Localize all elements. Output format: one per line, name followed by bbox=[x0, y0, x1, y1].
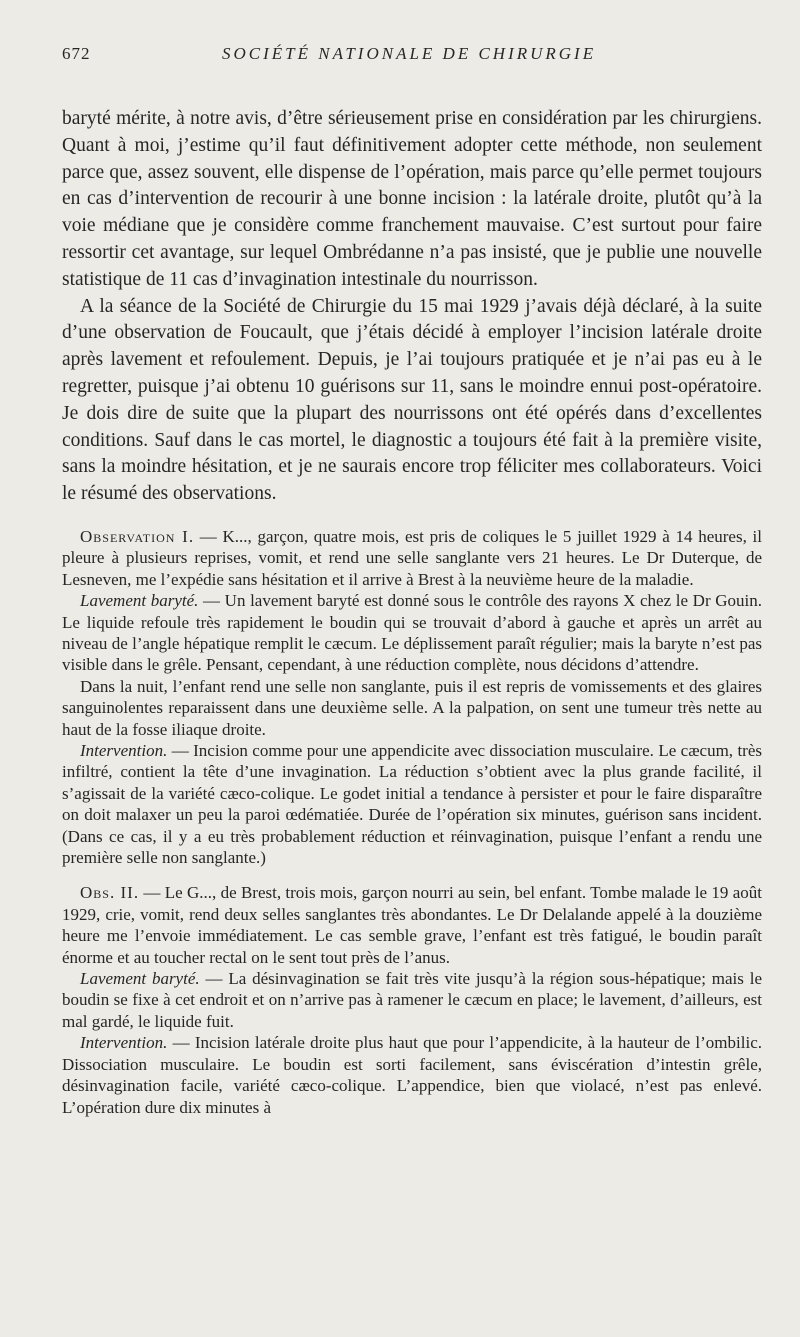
observation-1-lavement bbox=[62, 590, 762, 676]
observation-2-intervention bbox=[62, 1032, 762, 1118]
section-label: Lavement baryté. bbox=[80, 591, 199, 611]
running-title: SOCIÉTÉ NATIONALE DE CHIRURGIE bbox=[222, 44, 597, 63]
observation-1-night: Dans la nuit, l’enfant rend une selle non sanglante, puis il est repris de vomissements et des glaires sanguinolentes reparaissent dans une deuxième selle. A la palpation, on sent une tumeur très nette au haut de la fosse iliaque droite. bbox=[62, 676, 762, 739]
paragraph: baryté mérite, à notre avis, d’être sérieusement prise en considération par les chirurgiens. Quant à moi, j’estime qu’il faut définitivement adopter cette méthode, non seulement parce que, assez souvent, elle dispense de l’opération, mais parce qu’elle permet toujours en cas d’intervention de recourir à une bonne incision : la latérale droite, plutôt qu’à la voie médiane que je considère comme franchement mauvaise. C’est surtout pour faire ressortir cet avantage, sur lequel Ombrédanne n’a pas insisté, que je publie une nouvelle statistique de 11 cas d’invagination intestinale du nourrisson. bbox=[62, 108, 762, 290]
running-header bbox=[62, 32, 762, 66]
main-text bbox=[62, 106, 762, 508]
paragraph: A la séance de la Société de Chirurgie du 15 mai 1929 j’avais déjà déclaré, à la suite d’une observation de Foucault, que j’étais décidé à employer l’incision latérale droite après lavement et refoulement. Depuis, je l’ai toujours pratiquée et je n’ai pas eu à le regretter, puisque j’ai obtenu 10 guérisons sur 11, sans le moindre ennui post-opératoire. Je dois dire de suite que la plupart des nourrissons ont été opérés dans d’excellentes conditions. Sauf dans le cas mortel, le diagnostic a toujours été fait à la première visite, sans la moindre hésitation, et je ne saurais encore trop féliciter mes collaborateurs. Voici le résumé des observations. bbox=[62, 295, 762, 505]
section-text: — La désinvagination se fait très vite jusqu’à la région sous-hépatique; mais le boudin se fixe à cet endroit et on n’arrive pas à ramener le cæcum en place; le lavement, d’ailleurs, est mal gardé, le liquide fuit. bbox=[62, 969, 762, 1031]
section-text: — Incision comme pour une appendicite avec dissociation musculaire. Le cæcum, très infiltré, contient la tête d’une invagination. La réduction s’obtient avec la plus grande facilité, il s’agissait de la variété cæco-colique. Le godet initial a tendance à persister et pour le faire disparaître on doit malaxer un peu la paroi œdématiée. Durée de l’opération six minutes, guérison sans incident. (Dans ce cas, il y a eu très probablement réduction et réinvagination, puisque l’enfant a rendu une première selle non sanglante.) bbox=[62, 741, 762, 868]
section-label: Intervention. bbox=[80, 1033, 168, 1053]
observation-text: — K..., garçon, quatre mois, est pris de coliques le 5 juillet 1929 à 14 heures, il pleure à plusieurs reprises, vomit, et rend une selle sanglante vers 21 heures. Le Dr Duterque, de Lesneven, me l’expédie sans hésitation et il arrive à Brest à la neuvième heure de la maladie. bbox=[62, 526, 762, 589]
observation-1 bbox=[62, 526, 762, 869]
observation-label: Obs. II. bbox=[80, 883, 140, 903]
observation-2-intro bbox=[62, 882, 762, 968]
observation-text: — Le G..., de Brest, trois mois, garçon nourri au sein, bel enfant. Tombe malade le 19 août 1929, crie, vomit, rend deux selles sanglantes très abondantes. Le Dr Delalande appelé à la douzième heure me l’envoie immédiatement. Le cas semble grave, l’enfant est très fatigué, le boudin paraît énorme et au toucher rectal on le sent tout près de l’anus. bbox=[62, 883, 763, 967]
section-label: Intervention. bbox=[80, 741, 168, 761]
section-text: — Un lavement baryté est donné sous le contrôle des rayons X chez le Dr Gouin. Le liquide refoule très rapidement le boudin qui se trouvait d’abord à gauche et après un arrêt au niveau de l’angle hépatique remplit le cæcum. Le déplissement paraît régulier; mais la baryte n’est pas visible dans le grêle. Pensant, cependant, à une réduction complète, nous décidons d’attendre. bbox=[62, 591, 762, 675]
page-number: 672 bbox=[62, 44, 91, 63]
observation-1-intervention bbox=[62, 740, 762, 868]
observation-1-intro bbox=[62, 526, 762, 590]
section-label: Lavement baryté. bbox=[80, 969, 200, 989]
section-text: — Incision latérale droite plus haut que pour l’appendicite, à la hauteur de l’ombilic. Dissociation musculaire. Le boudin est sorti facilement, sans éviscération d’intestin grêle, désinvagination facile, variété cæco-colique. L’appendice, bien que violacé, n’est pas enlevé. L’opération dure dix minutes à bbox=[62, 1033, 762, 1117]
observation-label: Observation I. bbox=[80, 526, 195, 546]
observation-2 bbox=[62, 882, 762, 1117]
observation-2-lavement bbox=[62, 968, 762, 1032]
